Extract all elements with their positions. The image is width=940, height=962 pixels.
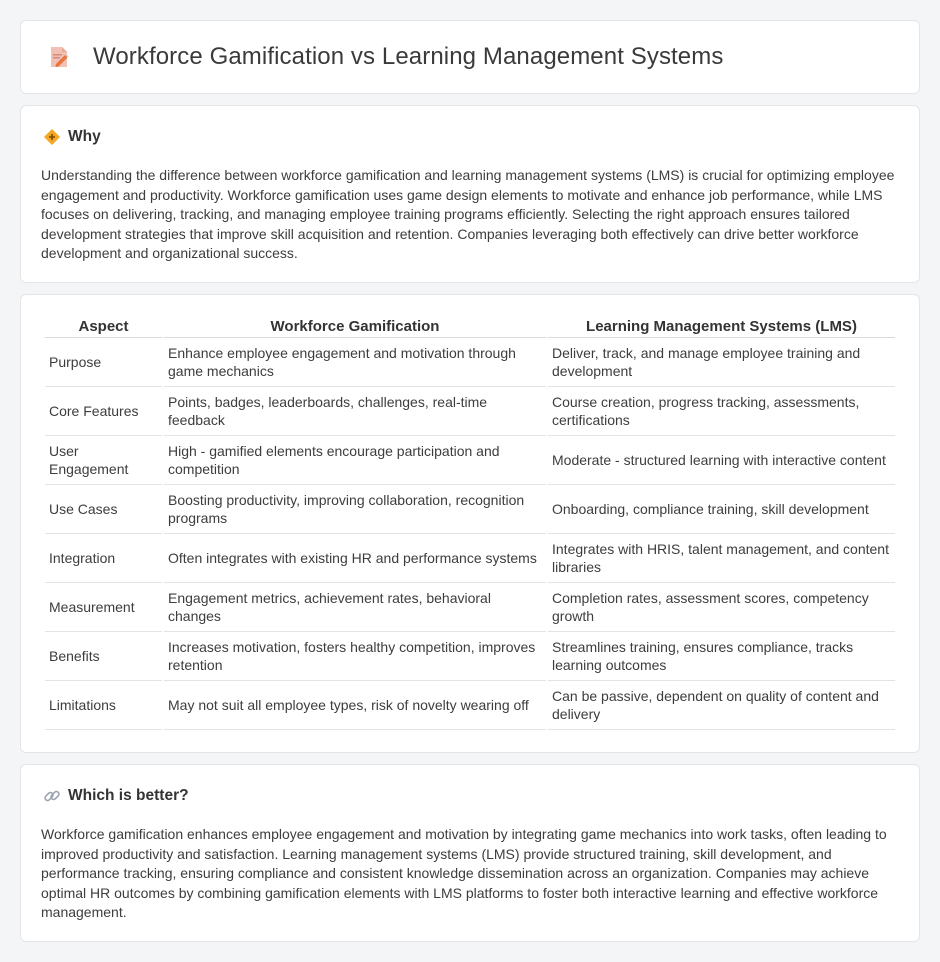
why-text: Understanding the difference between workforce gamification and learning management systems (LMS) is crucial for optimizing employee engagement and productivity. Workforce gamification uses game design elements to motivate and enhance job performance, while LMS focuses on delivering, tracking, and managing employee training programs efficiently. Selecting the right approach ensures tailored development strategies that improve skill acquisition and retention. Companies leveraging both effectively can drive better workforce development and organizational success. bbox=[41, 167, 895, 262]
why-section bbox=[20, 105, 920, 283]
table-row bbox=[45, 681, 895, 730]
aspect-cell: Core Features bbox=[45, 387, 162, 436]
header-aspect: Aspect bbox=[45, 313, 162, 338]
table-header-row bbox=[45, 313, 895, 338]
table-row bbox=[45, 485, 895, 534]
aspect-cell: Benefits bbox=[45, 632, 162, 681]
lms-cell: Onboarding, compliance training, skill development bbox=[548, 485, 895, 534]
lms-cell: Moderate - structured learning with interactive content bbox=[548, 436, 895, 485]
header-card bbox=[20, 20, 920, 94]
gamification-cell: Enhance employee engagement and motivation through game mechanics bbox=[164, 338, 546, 387]
gamification-cell: Boosting productivity, improving collaboration, recognition programs bbox=[164, 485, 546, 534]
gamification-cell: Increases motivation, fosters healthy competition, improves retention bbox=[164, 632, 546, 681]
aspect-cell: Limitations bbox=[45, 681, 162, 730]
lms-cell: Completion rates, assessment scores, competency growth bbox=[548, 583, 895, 632]
lms-cell: Streamlines training, ensures compliance, tracks learning outcomes bbox=[548, 632, 895, 681]
gamification-cell: Often integrates with existing HR and performance systems bbox=[164, 534, 546, 583]
better-text: Workforce gamification enhances employee engagement and motivation by integrating game mechanics into work tasks, often leading to improved productivity and satisfaction. Learning management systems (LMS) provide structured training, skill development, and performance tracking, ensuring compliance and consistent knowledge dissemination across an organization. Companies may achieve optimal HR outcomes by combining gamification elements with LMS platforms to foster both interactive learning and effective workforce management. bbox=[41, 826, 887, 921]
table-row bbox=[45, 583, 895, 632]
header-gamification: Workforce Gamification bbox=[164, 313, 546, 338]
table-row bbox=[45, 436, 895, 485]
lms-cell: Course creation, progress tracking, assessments, certifications bbox=[548, 387, 895, 436]
table-row bbox=[45, 338, 895, 387]
which-better-section bbox=[20, 764, 920, 942]
table-row bbox=[45, 632, 895, 681]
page-title: Workforce Gamification vs Learning Management Systems bbox=[93, 43, 724, 70]
gamification-cell: High - gamified elements encourage participation and competition bbox=[164, 436, 546, 485]
document-pencil-icon bbox=[47, 45, 71, 69]
lms-cell: Integrates with HRIS, talent management, and content libraries bbox=[548, 534, 895, 583]
aspect-cell: Integration bbox=[45, 534, 162, 583]
link-icon bbox=[43, 787, 61, 805]
aspect-cell: Measurement bbox=[45, 583, 162, 632]
aspect-cell: Purpose bbox=[45, 338, 162, 387]
gamification-cell: Engagement metrics, achievement rates, behavioral changes bbox=[164, 583, 546, 632]
comparison-table-card bbox=[20, 294, 920, 753]
better-title: Which is better? bbox=[68, 787, 189, 804]
table-row bbox=[45, 534, 895, 583]
header-lms: Learning Management Systems (LMS) bbox=[548, 313, 895, 338]
gamification-cell: May not suit all employee types, risk of novelty wearing off bbox=[164, 681, 546, 730]
why-heading bbox=[43, 128, 899, 146]
aspect-cell: User Engagement bbox=[45, 436, 162, 485]
why-title: Why bbox=[68, 128, 101, 145]
lms-cell: Deliver, track, and manage employee training and development bbox=[548, 338, 895, 387]
gamification-cell: Points, badges, leaderboards, challenges, real-time feedback bbox=[164, 387, 546, 436]
lms-cell: Can be passive, dependent on quality of content and delivery bbox=[548, 681, 895, 730]
aspect-cell: Use Cases bbox=[45, 485, 162, 534]
diamond-sign-icon bbox=[43, 128, 61, 146]
comparison-table bbox=[43, 313, 897, 730]
table-row bbox=[45, 387, 895, 436]
better-heading bbox=[43, 787, 899, 805]
